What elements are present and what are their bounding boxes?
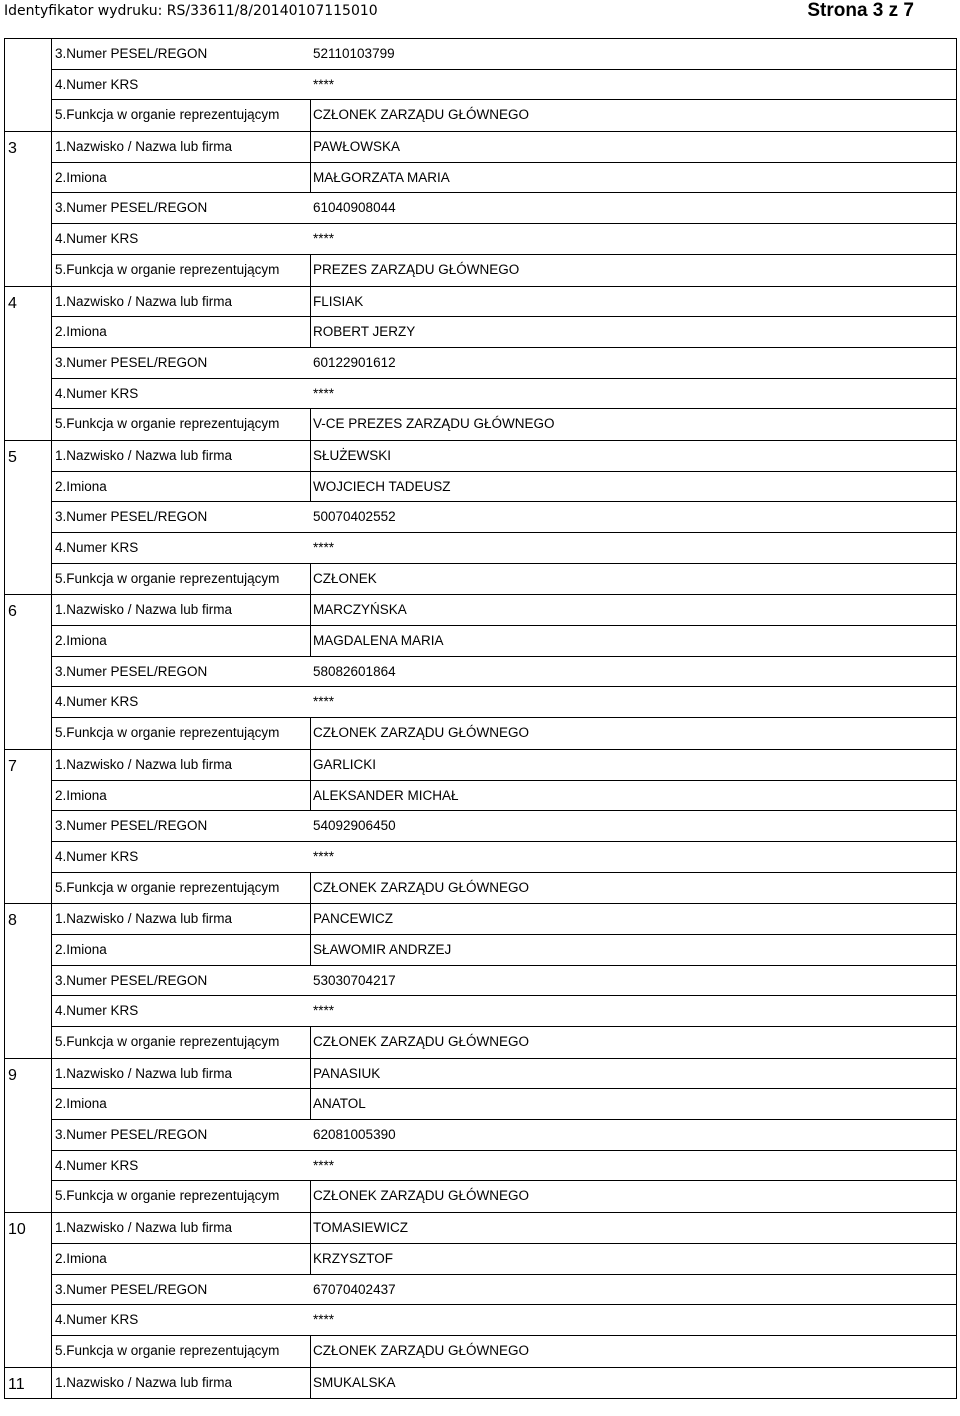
field-value: ****	[313, 76, 335, 92]
field-value: SŁUŻEWSKI	[313, 447, 392, 463]
field-value: GARLICKI	[313, 756, 377, 772]
field-value: PANCEWICZ	[313, 911, 393, 927]
field-value: 62081005390	[313, 1127, 396, 1143]
field-row-name	[52, 287, 957, 318]
field-label: 5.Funkcja w organie reprezentującym	[52, 1181, 311, 1212]
field-row-name	[52, 1213, 957, 1244]
entry-number	[5, 39, 52, 131]
field-label: 3.Numer PESEL/REGON	[55, 818, 208, 834]
field-value: 50070402552	[313, 509, 396, 525]
field-row-pesel	[52, 193, 957, 224]
field-row-krs	[52, 687, 957, 718]
person-entry	[4, 594, 957, 748]
field-label: 4.Numer KRS	[55, 76, 139, 92]
field-label: 3.Numer PESEL/REGON	[55, 1127, 208, 1143]
field-label: 2.Imiona	[52, 317, 311, 347]
field-row-first	[52, 1244, 957, 1275]
field-value: 60122901612	[313, 354, 396, 370]
field-label: 2.Imiona	[52, 781, 311, 811]
field-label: 1.Nazwisko / Nazwa lub firma	[52, 132, 311, 162]
field-row-pesel	[52, 811, 957, 842]
field-row-pesel	[52, 1275, 957, 1306]
field-value: MAŁGORZATA MARIA	[313, 169, 450, 185]
entry-number	[5, 287, 52, 440]
entry-number-text: 7	[8, 757, 17, 775]
field-label: 3.Numer PESEL/REGON	[55, 663, 208, 679]
field-label: 4.Numer KRS	[55, 848, 139, 864]
field-label: 3.Numer PESEL/REGON	[55, 1281, 208, 1297]
field-label: 2.Imiona	[52, 163, 311, 193]
field-row-pesel	[52, 39, 957, 70]
field-label: 5.Funkcja w organie reprezentującym	[52, 1336, 311, 1367]
entry-number-text: 6	[8, 603, 17, 621]
entry-number-text: 3	[8, 140, 17, 158]
field-value: ****	[313, 694, 335, 710]
field-value: CZŁONEK ZARZĄDU GŁÓWNEGO	[313, 725, 530, 741]
field-label: 1.Nazwisko / Nazwa lub firma	[52, 595, 311, 625]
entry-number-text: 8	[8, 912, 17, 930]
field-value: CZŁONEK ZARZĄDU GŁÓWNEGO	[313, 1188, 530, 1204]
field-value: PREZES ZARZĄDU GŁÓWNEGO	[313, 261, 520, 277]
field-row-pesel	[52, 348, 957, 379]
field-label: 4.Numer KRS	[55, 540, 139, 555]
field-row-krs	[52, 70, 957, 101]
field-value: ****	[313, 1157, 335, 1173]
entry-number	[5, 441, 52, 594]
entry-number-text: 4	[8, 294, 17, 312]
field-value: ****	[313, 231, 335, 247]
field-row-name	[52, 132, 957, 163]
entry-number	[5, 1059, 52, 1212]
person-entry	[4, 286, 957, 440]
field-row-func	[52, 718, 957, 749]
field-row-name	[52, 750, 957, 781]
field-value: 67070402437	[313, 1281, 396, 1297]
field-row-krs	[52, 1151, 957, 1182]
field-row-pesel	[52, 1120, 957, 1151]
field-label: 5.Funkcja w organie reprezentującym	[52, 100, 311, 131]
field-value: ROBERT JERZY	[313, 324, 416, 340]
field-label: 2.Imiona	[52, 626, 311, 656]
field-value: PANASIUK	[313, 1065, 381, 1081]
field-row-pesel	[52, 657, 957, 688]
person-entry	[4, 38, 957, 131]
field-value: 54092906450	[313, 818, 396, 834]
field-label: 1.Nazwisko / Nazwa lub firma	[52, 1059, 311, 1089]
field-value: ****	[313, 1312, 335, 1328]
field-row-first	[52, 317, 957, 348]
field-label: 5.Funkcja w organie reprezentującym	[52, 255, 311, 286]
field-row-func	[52, 564, 957, 595]
field-row-krs	[52, 996, 957, 1027]
field-row-func	[52, 409, 957, 440]
field-row-func	[52, 1027, 957, 1058]
field-row-func	[52, 100, 957, 131]
field-label: 4.Numer KRS	[55, 1312, 139, 1328]
field-row-func	[52, 255, 957, 286]
field-value: CZŁONEK ZARZĄDU GŁÓWNEGO	[313, 1034, 530, 1049]
entry-number	[5, 132, 52, 285]
entry-number	[5, 904, 52, 1057]
field-row-first	[52, 472, 957, 503]
field-label: 2.Imiona	[52, 1244, 311, 1274]
field-value: SMUKALSKA	[313, 1374, 396, 1390]
field-value: CZŁONEK ZARZĄDU GŁÓWNEGO	[313, 107, 530, 123]
field-label: 3.Numer PESEL/REGON	[55, 46, 208, 61]
field-label: 4.Numer KRS	[55, 231, 139, 247]
person-entry	[4, 749, 957, 903]
field-value: ****	[313, 848, 335, 864]
person-entry	[4, 440, 957, 594]
field-label: 4.Numer KRS	[55, 1157, 139, 1173]
entry-number-text: 5	[8, 448, 17, 466]
person-entry	[4, 1367, 957, 1400]
person-entry	[4, 131, 957, 285]
field-label: 5.Funkcja w organie reprezentującym	[52, 409, 311, 440]
field-row-name	[52, 904, 957, 935]
field-label: 3.Numer PESEL/REGON	[55, 200, 208, 216]
field-label: 4.Numer KRS	[55, 1003, 139, 1019]
field-label: 1.Nazwisko / Nazwa lub firma	[52, 1213, 311, 1243]
field-row-krs	[52, 379, 957, 410]
field-value: 61040908044	[313, 200, 396, 216]
field-value: SŁAWOMIR ANDRZEJ	[313, 941, 452, 957]
entry-number-text: 11	[8, 1375, 25, 1393]
field-row-name	[52, 1059, 957, 1090]
representatives-table	[4, 38, 957, 1399]
field-value: 52110103799	[313, 46, 395, 61]
field-label: 3.Numer PESEL/REGON	[55, 354, 208, 370]
entry-number-text: 10	[8, 1221, 26, 1239]
field-label: 1.Nazwisko / Nazwa lub firma	[52, 1368, 311, 1399]
field-value: CZŁONEK	[313, 570, 377, 586]
field-row-first	[52, 1089, 957, 1120]
field-label: 5.Funkcja w organie reprezentującym	[52, 718, 311, 749]
field-value: ****	[313, 385, 335, 401]
field-label: 1.Nazwisko / Nazwa lub firma	[52, 441, 311, 471]
person-entry	[4, 1058, 957, 1212]
field-row-first	[52, 163, 957, 194]
field-value: ANATOL	[313, 1096, 366, 1112]
field-label: 2.Imiona	[52, 935, 311, 965]
field-row-name	[52, 595, 957, 626]
field-row-func	[52, 873, 957, 904]
field-row-name	[52, 441, 957, 472]
field-label: 2.Imiona	[52, 1089, 311, 1119]
field-label: 4.Numer KRS	[55, 385, 139, 401]
field-label: 3.Numer PESEL/REGON	[55, 509, 208, 525]
print-identifier: Identyfikator wydruku: RS/33611/8/20140107115010	[4, 3, 378, 19]
field-value: CZŁONEK ZARZĄDU GŁÓWNEGO	[313, 879, 530, 895]
field-label: 1.Nazwisko / Nazwa lub firma	[52, 750, 311, 780]
page-number: Strona 3 z 7	[807, 0, 914, 21]
field-row-krs	[52, 533, 957, 564]
field-row-func	[52, 1181, 957, 1212]
field-label: 3.Numer PESEL/REGON	[55, 972, 208, 988]
field-row-krs	[52, 224, 957, 255]
field-value: V-CE PREZES ZARZĄDU GŁÓWNEGO	[313, 416, 555, 432]
field-row-krs	[52, 1305, 957, 1336]
field-value: ALEKSANDER MICHAŁ	[313, 787, 459, 803]
field-row-pesel	[52, 502, 957, 533]
field-value: KRZYSZTOF	[313, 1250, 394, 1266]
field-label: 4.Numer KRS	[55, 694, 139, 710]
field-label: 5.Funkcja w organie reprezentującym	[52, 873, 311, 904]
field-value: ****	[313, 540, 335, 555]
field-value: TOMASIEWICZ	[313, 1220, 409, 1236]
field-value: ****	[313, 1003, 335, 1019]
field-value: MAGDALENA MARIA	[313, 633, 444, 649]
field-value: PAWŁOWSKA	[313, 139, 401, 155]
field-label: 1.Nazwisko / Nazwa lub firma	[52, 904, 311, 934]
person-entry	[4, 903, 957, 1057]
field-row-func	[52, 1336, 957, 1367]
field-label: 5.Funkcja w organie reprezentującym	[52, 564, 311, 595]
field-value: 53030704217	[313, 972, 396, 988]
field-row-krs	[52, 842, 957, 873]
field-label: 1.Nazwisko / Nazwa lub firma	[52, 287, 311, 317]
field-row-pesel	[52, 966, 957, 997]
field-row-first	[52, 781, 957, 812]
field-value: 58082601864	[313, 663, 396, 679]
entry-number	[5, 595, 52, 748]
field-value: CZŁONEK ZARZĄDU GŁÓWNEGO	[313, 1342, 530, 1358]
field-value: MARCZYŃSKA	[313, 602, 407, 618]
field-row-first	[52, 626, 957, 657]
field-value: WOJCIECH TADEUSZ	[313, 478, 451, 494]
entry-number	[5, 750, 52, 903]
entry-number	[5, 1368, 52, 1399]
field-row-name	[52, 1368, 957, 1399]
field-row-first	[52, 935, 957, 966]
field-label: 2.Imiona	[52, 472, 311, 502]
field-value: FLISIAK	[313, 293, 364, 309]
field-label: 5.Funkcja w organie reprezentującym	[52, 1027, 311, 1058]
person-entry	[4, 1212, 957, 1366]
entry-number	[5, 1213, 52, 1366]
page-header	[0, 0, 960, 24]
entry-number-text: 9	[8, 1066, 17, 1084]
